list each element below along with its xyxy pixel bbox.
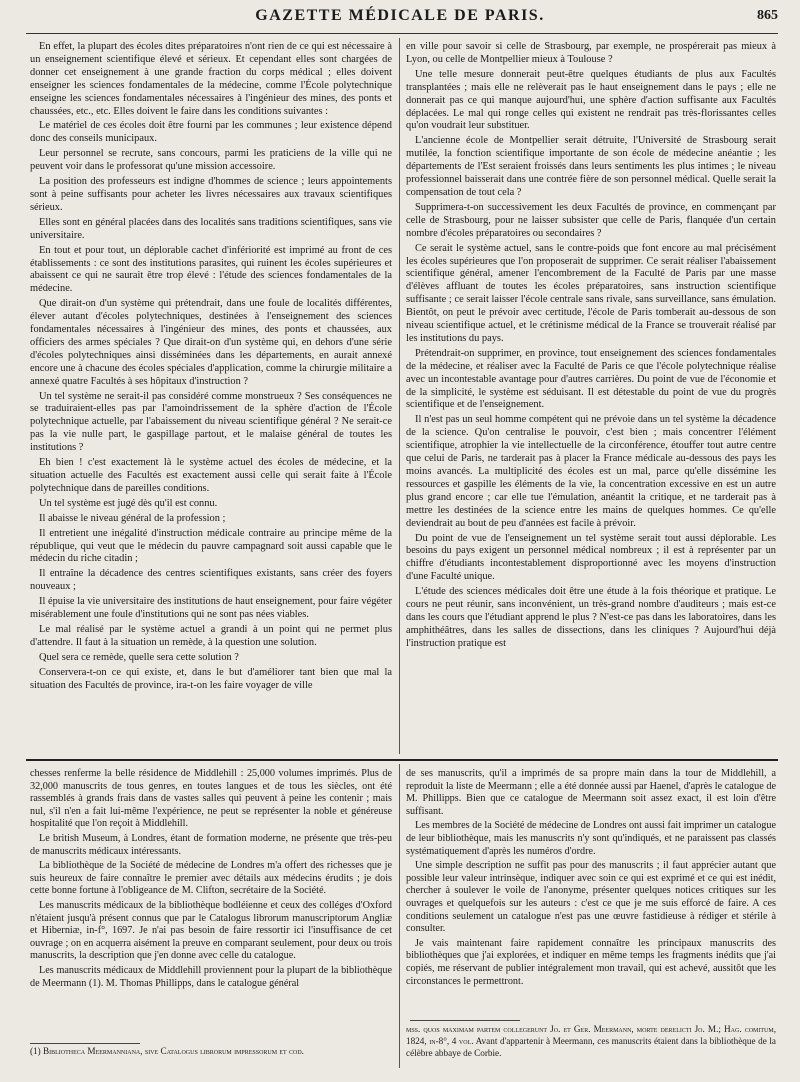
footnote-rule	[410, 1020, 520, 1021]
paragraph: Je vais maintenant faire rapidement connaître les principaux manuscrits des bibliothèques que j'ai explorées, et indiquer en même temps les fragments inédits que j'ai copiés, me réservant de publier intégralement mon travail, qui est achevé, aussitôt que les circonstances le permettront.	[406, 937, 776, 987]
lower-left-column	[30, 768, 392, 1042]
paragraph: Le matériel de ces écoles doit être fourni par les communes ; leur existence dépend donc des conseils municipaux.	[30, 120, 392, 145]
paragraph: Elles sont en général placées dans des localités sans traditions scientifiques, sans vie universitaire.	[30, 216, 392, 241]
paragraph: chesses renferme la belle résidence de Middlehill : 25,000 volumes imprimés. Plus de 32,000 manuscrits de tous genres, en toutes langues et de tous les siècles, ont été rassemblés à grands frais dans de vastes salles qui peuvent à peine les contenir ; mais nul, s'il n'en a fait lui-même l'expérience, ne peut se représenter la noble et généreuse hospitalité que l'on reçoit à Middlehill.	[30, 768, 392, 830]
paragraph: Il entraîne la décadence des centres scientifiques existants, sans créer des foyers nouveaux ;	[30, 568, 392, 593]
footnote-continued	[406, 1023, 776, 1059]
paragraph: Une simple description ne suffit pas pour des manuscrits ; il faut apprécier autant que possible leur valeur intrinsèque, indiquer avec soin ce qui est exprimé et ce qui est inédit, chercher à soulever le voile de l'anonyme, présenter quelques notices critiques sur les ouvrages et quelquefois sur les auteurs : c'est ce que je me suis efforcé de faire. A ces conditions seulement un catalogue n'est pas une œuvre fastidieuse à rédiger et stérile à consulter.	[406, 860, 776, 935]
section-divider	[26, 759, 778, 761]
upper-left-column	[30, 41, 392, 753]
paragraph: Les manuscrits médicaux de Middlehill proviennent pour la plupart de la bibliothèque de Meermann (1). M. Thomas Phillipps, dans le catalogue général	[30, 964, 392, 989]
upper-right-column	[406, 41, 776, 753]
footnote: (1) Bibliotheca Meermanniana, sive Catalogus librorum impressorum et cod.	[30, 1046, 304, 1056]
paragraph: Il n'est pas un seul homme compétent qui ne prévoie dans un tel système la décadence de la science. Qu'on centralise le pouvoir, c'est bien ; mais concentrer l'élément scientifique, atrophier la vie intellectuelle de la circonférence, étouffer tout autre centre que celui de Paris, ne tarderait pas à placer la France médicale au-dessous des pays les moins avancés. La multiplicité des écoles est un mal, parce qu'elle dissémine les ressources et gaspille les éléments de la vie, la concentration excessive en est un autre plus grand encore ; car elle tue l'émulation, anéantit la critique, et ne tarderait pas à mettre les destinées de la science entre les mains de quelques hommes. Ce qu'elle deviendrait au bout de peu d'années est facile à prévoir.	[406, 414, 776, 529]
paragraph: L'étude des sciences médicales doit être une étude à la fois théorique et pratique. Le cours ne peut réunir, sans inconvénient, un très-grand nombre d'auditeurs ; mais est-ce dans les cours que l'étudiant apprend le plus ? N'est-ce pas dans les laboratoires, dans les amphithéâtres, dans les salles de dissections, dans les cliniques ? Aujourd'hui déjà l'instruction pratique est	[406, 586, 776, 649]
paragraph: Supprimera-t-on successivement les deux Facultés de province, en commençant par celle de Strasbourg, pour ne laisser subsister que celle de Paris, flanquée d'un certain nombre d'écoles préparatoires ou secondaires ?	[406, 201, 776, 239]
paragraph: Du point de vue de l'enseignement un tel système serait tout aussi déplorable. Les besoins du pays exigent un personnel médical nombreux ; il est à représenter par un chiffre d'étudiants incontestablement disproportionné avec les moyens d'instruction d'une Faculté unique.	[406, 532, 776, 583]
gazette-title: GAZETTE MÉDICALE DE PARIS.	[255, 7, 545, 24]
paragraph: En tout et pour tout, un déplorable cachet d'infériorité est imprimé au front de ces établissements : ce sont des institutions parasites, qui ruinent les écoles supérieures et abaissent ce qui ne saurait être trop élevé : l'étude des sciences fondamentales de la médecine.	[30, 244, 392, 295]
footnote-lead: mss. quos maximam partem collegerunt Jo. et Ger. Meermann, morte derelicti Jo. M.; Hag. comitum, 1824, in-8°, 4 vol.	[406, 1024, 776, 1046]
footnote-rest: Avant d'appartenir à Meermann, ces manuscrits étaient dans la bibliothèque de la célèbre abbaye de Corbie.	[406, 1036, 776, 1058]
paragraph: Quel sera ce remède, quelle sera cette solution ?	[39, 651, 239, 663]
paragraph: Le mal réalisé par le système actuel a grandi à un point qui ne permet plus d'attendre. Il faut à la situation un remède, à la question une solution.	[30, 623, 392, 648]
page-header	[0, 0, 800, 34]
paragraph: Leur personnel se recrute, sans concours, parmi les praticiens de la ville qui ne peuvent voir dans le professorat qu'une mission accessoire.	[30, 148, 392, 173]
paragraph: Il épuise la vie universitaire des institutions de haut enseignement, pour faire végéter misérablement une foule d'institutions qui ne sont pas nées viables.	[30, 596, 392, 621]
paragraph: Une telle mesure donnerait peut-être quelques étudiants de plus aux Facultés transplantées ; mais elle ne relèverait pas le haut enseignement dans le pays ; elle ne donnerait pas ce qui manque aujourd'hui, une sphère d'action suffisante aux Facultés déplacées. Le mal qui ronge celles qui existent ne rendrait pas très-florissantes celles qu'on voudrait leur substituer.	[406, 68, 776, 132]
paragraph: Eh bien ! c'est exactement là le système actuel des écoles de médecine, et la situation actuelle des Facultés est exactement aussi celle qui serait faite à l'École polytechnique dans de pareilles conditions.	[30, 457, 392, 494]
paragraph: Le british Museum, à Londres, étant de formation moderne, ne présente que très-peu de manuscrits médicaux intéressants.	[30, 832, 392, 857]
paragraph: En effet, la plupart des écoles dites préparatoires n'ont rien de ce qui est nécessaire à un enseignement scientifique élevé et sérieux. Et cependant elles sont chargées de donner cet enseignement à une grande fraction du corps médical ; elles doivent enseigner les sciences fondamentales de la médecine, comme l'École polytechnique enseigne les sciences fondamentales nécessaires à l'ingénieur des mines, des ponts et chaussées, etc., etc. Elles doivent le faire dans les conditions suivantes :	[30, 41, 392, 117]
paragraph: Les membres de la Société de médecine de Londres ont aussi fait imprimer un catalogue de leur bibliothèque, mais les manuscrits n'y sont qu'indiqués, et ne paraissent pas classés systématiquement d'après les numéros d'ordre.	[406, 820, 776, 857]
paragraph: L'ancienne école de Montpellier serait détruite, l'Université de Strasbourg serait mutilée, la fonction scientifique importante de son école de médecine anéantie ; les départements de l'Est seraient froissés dans leurs sentiments les plus intimes ; le niveau professionnel baisserait dans une contrée fière de son personnel médical. Quelle serait la compensation de tout cela ?	[406, 135, 776, 198]
paragraph: La bibliothèque de la Société de médecine de Londres m'a offert des richesses que je suis heureux de faire connaître le premier avec détails aux médecins érudits ; je dois cette bonne fortune à l'obligeance de M. Clifton, secrétaire de la Société.	[30, 860, 392, 897]
header-rule	[26, 33, 778, 34]
footnote-rule	[30, 1043, 140, 1044]
column-divider	[399, 764, 400, 1068]
paragraph: Que dirait-on d'un système qui prétendrait, dans une foule de localités différentes, élever autant d'écoles polytechniques, destinées à l'enseignement des sciences fondamentales nécessaires à l'ingénieur des mines, des ponts et chaussées, aux officiers des armes spéciales ? Que dirait-on d'un système qui, en dehors d'une série d'écoles polytechniques ainsi disséminées dans les départements, en aurait annexé encore une à chacune des écoles spéciales d'application, comme la chirurgie militaire a annexé quatre Facultés à ses hôpitaux d'instruction ?	[30, 298, 392, 387]
paragraph: de ses manuscrits, qu'il a imprimés de sa propre main dans la tour de Middlehill, a reproduit la liste de Meermann ; elle a été donnée aussi par Haenel, d'après le catalogue de M. Phillipps. Bien que ce catalogue de Meermann soit assez exact, il est loin d'être suffisant.	[406, 768, 776, 817]
column-divider	[399, 38, 400, 754]
paragraph: Prétendrait-on supprimer, en province, tout enseignement des sciences fondamentales de la médecine, et réaliser avec la Faculté de Paris ce que l'école polytechnique réalise avec un incontestable avantage pour d'autres carrières. Du point de vue de l'économie et de la simplicité, le système est séduisant. Il est détestable du point de vue du progrès scientifique et de l'enseignement.	[406, 347, 776, 411]
paragraph: Un tel système est jugé dès qu'il est connu.	[39, 497, 218, 509]
paragraph: Conservera-t-on ce qui existe, et, dans le but d'améliorer tant bien que mal la situation des Facultés de province, ira-t-on les faire voyager de ville	[30, 666, 392, 691]
paragraph: Il abaisse le niveau général de la profession ;	[39, 512, 226, 524]
page-number: 865	[757, 8, 778, 23]
paragraph: en ville pour savoir si celle de Strasbourg, par exemple, ne prospérerait pas mieux à Lyon, ou celle de Montpellier mieux à Toulouse ?	[406, 41, 776, 65]
paragraph: Un tel système ne serait-il pas considéré comme monstrueux ? Ses conséquences ne se traduiraient-elles pas par l'amoindrissement de la sphère d'action de l'École polytechnique actuelle, par l'abaissement du niveau scientifique général ? Ne serait-ce pas la vie nulle part, le gaspillage partout, et le malaise général de toutes les institutions ?	[30, 390, 392, 454]
paragraph: La position des professeurs est indigne d'hommes de science ; leurs appointements sont à peine suffisants pour acheter les livres nécessaires aux travaux scientifiques sérieux.	[30, 176, 392, 213]
paragraph: Ce serait le système actuel, sans le contre-poids que font encore au mal précisément les écoles supérieures que l'on proposerait de supprimer. Ce serait réaliser l'abaissement scientifique général, amener l'encombrement de la Faculté de Paris par une masse d'élèves affluant de toutes les écoles préparatoires, sans instruction scientifique suffisante ; ce serait laisser l'école centrale sans rivale, sans surveillance, sans émulation. Bientôt, on peut le prévoir avec certitude, l'école de Paris tomberait au-dessous de son niveau scientifique actuel, et le crétinisme médical de la France se trouverait réalisé par les institutions du pays.	[406, 242, 776, 344]
paragraph: Les manuscrits médicaux de la bibliothèque bodléienne et ceux des colléges d'Oxford n'étaient jusqu'à présent connus que par le Catalogus librorum manuscriptorum Angliæ et Hiberniæ, in-f°, 1697. Je n'ai pas besoin de faire ressortir ici l'insuffisance de cet ouvrage ; on en acquerra aisément la preuve en comparant seulement, pour deux ou trois manuscrits, la description que j'en donne avec celle du catalogue.	[30, 899, 392, 962]
paragraph: Il entretient une inégalité d'instruction médicale contraire au principe même de la république, qui veut que le médecin du pauvre campagnard soit aussi capable que le médecin du riche citadin ;	[30, 527, 392, 565]
